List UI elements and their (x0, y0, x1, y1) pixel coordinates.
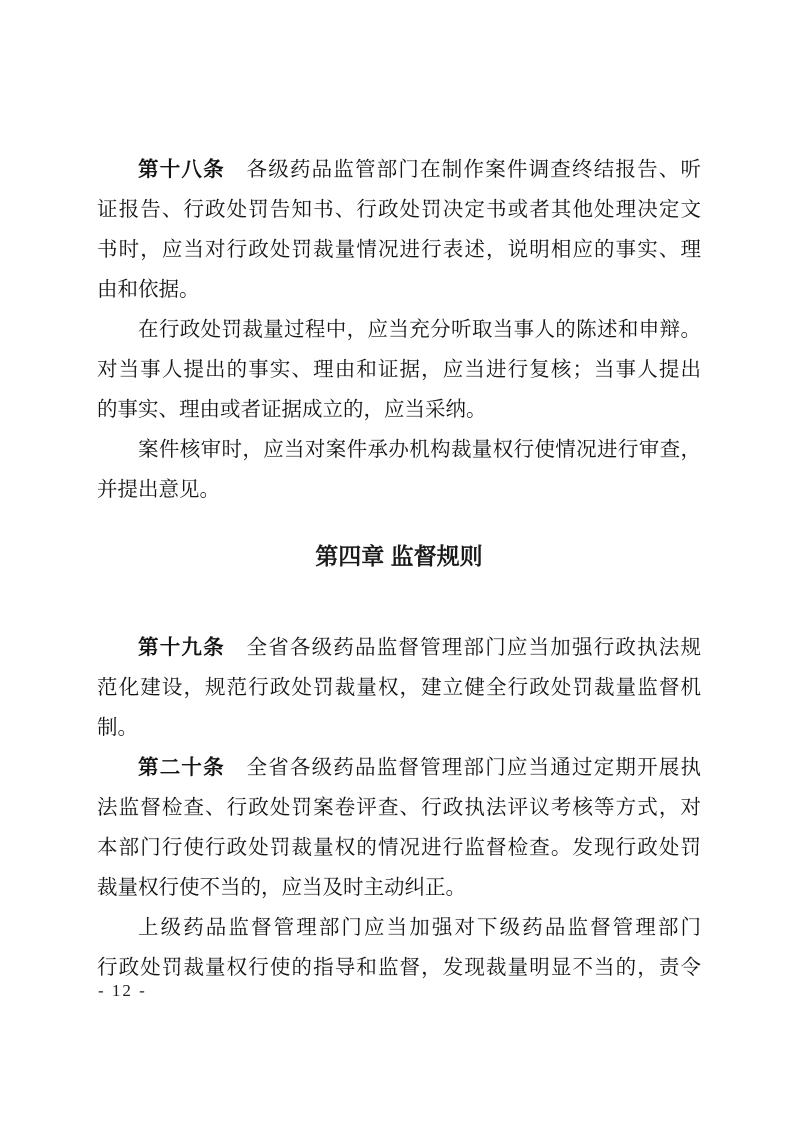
text-line (97, 668, 701, 708)
text-segment: 证报告、行政处罚告知书、行政处罚决定书或者其他处理决定文 (97, 199, 701, 221)
page-number: - 12 - (98, 981, 147, 1000)
text-segment: 全省各级药品监督管理部门应当通过定期开展执 (224, 757, 702, 779)
text-segment: 并提出意见。 (97, 479, 220, 501)
text-segment: 由和依据。 (97, 279, 200, 301)
article-number: 第二十条 (138, 756, 225, 779)
text-line (97, 708, 701, 748)
text-segment: 行政处罚裁量权行使的指导和监督，发现裁量明显不当的，责令 (97, 957, 701, 979)
text-line (97, 270, 701, 310)
article-number: 第十八条 (138, 158, 225, 181)
paragraph (97, 748, 701, 908)
text-segment: 的事实、理由或者证据成立的，应当采纳。 (97, 399, 487, 421)
paragraph (97, 628, 701, 748)
paragraph (97, 310, 701, 430)
text-segment: 在行政处罚裁量过程中，应当充分听取当事人的陈述和申辩。 (138, 319, 701, 341)
text-line (97, 908, 701, 948)
text-segment: 上级药品监督管理部门应当加强对下级药品监督管理部门 (138, 917, 701, 939)
text-segment: 全省各级药品监督管理部门应当加强行政执法规 (224, 637, 702, 659)
text-line (97, 628, 701, 668)
text-line (97, 350, 701, 390)
paragraph (97, 908, 701, 988)
text-line (97, 948, 701, 988)
article-number: 第十九条 (138, 636, 225, 659)
text-line (97, 150, 701, 190)
text-line (97, 190, 701, 230)
text-line (97, 310, 701, 350)
text-line (97, 390, 701, 430)
text-segment: 制。 (97, 717, 138, 739)
text-line (97, 788, 701, 828)
text-segment: 案件核审时，应当对案件承办机构裁量权行使情况进行审查， (138, 439, 701, 461)
chapter-heading: 第四章 监督规则 (315, 543, 483, 569)
text-line (97, 748, 701, 788)
text-segment: 范化建设，规范行政处罚裁量权，建立健全行政处罚裁量监督机 (97, 677, 701, 699)
paragraph (97, 150, 701, 310)
text-line (97, 230, 701, 270)
text-line (97, 828, 701, 868)
text-segment: 各级药品监管部门在制作案件调查终结报告、听 (224, 159, 702, 181)
paragraph (97, 430, 701, 510)
document-body (97, 150, 701, 988)
text-line (97, 430, 701, 470)
text-segment: 书时，应当对行政处罚裁量情况进行表述，说明相应的事实、理 (97, 239, 701, 261)
text-segment: 裁量权行使不当的，应当及时主动纠正。 (97, 877, 466, 899)
text-segment: 对当事人提出的事实、理由和证据，应当进行复核；当事人提出 (97, 359, 701, 381)
text-segment: 法监督检查、行政处罚案卷评查、行政执法评议考核等方式，对 (97, 797, 701, 819)
text-line (97, 470, 701, 510)
text-line (97, 868, 701, 908)
text-segment: 本部门行使行政处罚裁量权的情况进行监督检查。发现行政处罚 (97, 837, 701, 859)
